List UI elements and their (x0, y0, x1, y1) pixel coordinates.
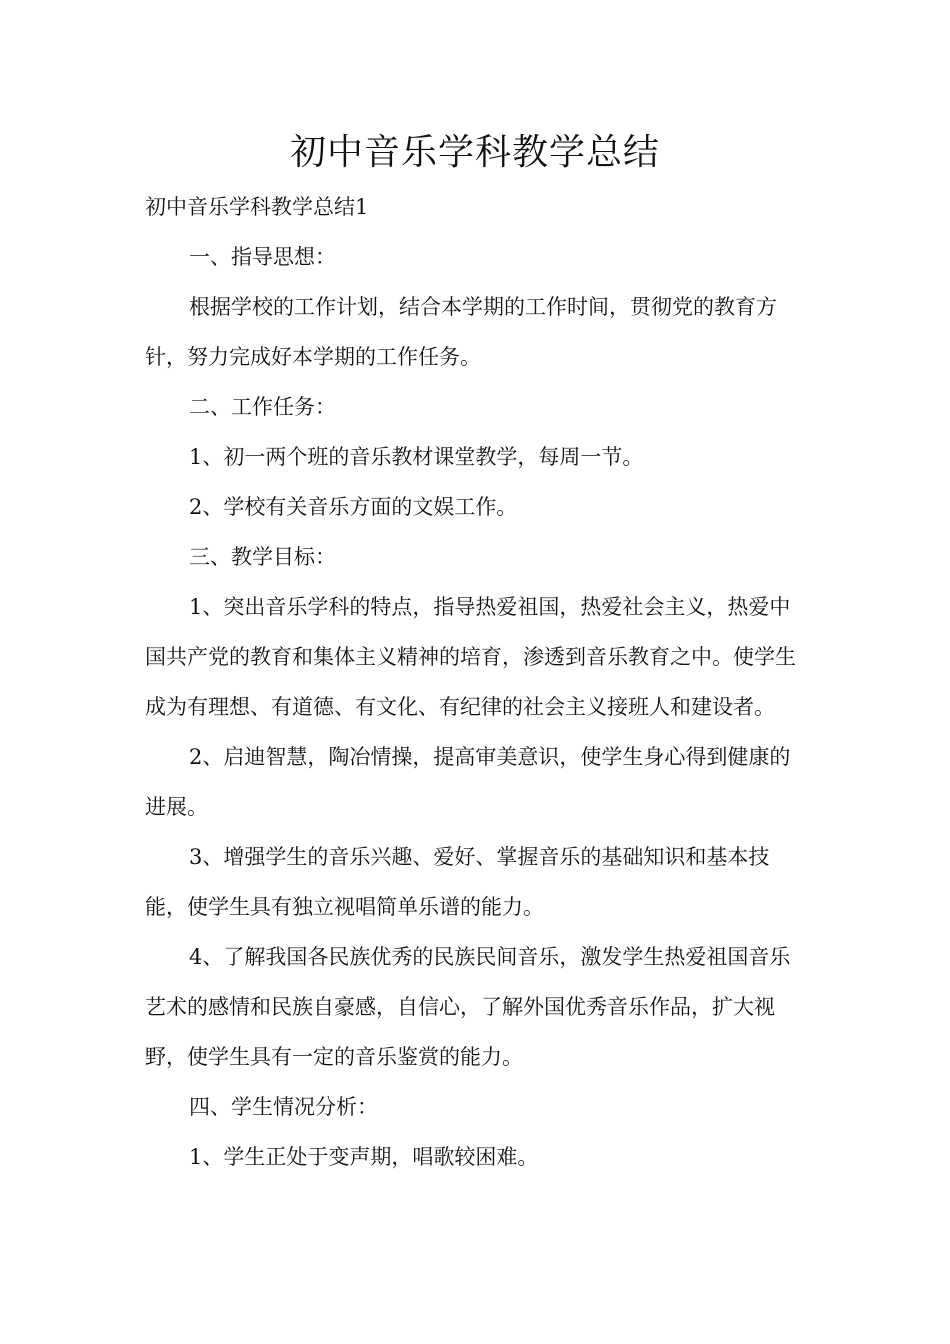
work-task-item-1: 1、初一两个班的音乐教材课堂教学，每周一节。 (189, 445, 644, 469)
teaching-goal-item-3: 3、增强学生的音乐兴趣、爱好、掌握音乐的基础知识和基本技能，使学生具有独立视唱简单乐谱的能力。 (145, 845, 770, 919)
section-heading-guiding-ideology: 一、指导思想： (189, 245, 336, 269)
teaching-goal-item-1: 1、突出音乐学科的特点，指导热爱祖国，热爱社会主义，热爱中国共产党的教育和集体主义精神的培育，渗透到音乐教育之中。使学生成为有理想、有道德、有文化、有纪律的社会主义接班人和建设者。 (145, 595, 796, 719)
teaching-goal-item-4: 4、了解我国各民族优秀的民族民间音乐，激发学生热爱祖国音乐艺术的感情和民族自豪感，自信心，了解外国优秀音乐作品，扩大视野，使学生具有一定的音乐鉴赏的能力。 (145, 945, 791, 1069)
document-title: 初中音乐学科教学总结 (289, 132, 660, 173)
section-heading-student-analysis: 四、学生情况分析： (189, 1095, 378, 1119)
work-task-item-2: 2、学校有关音乐方面的文娱工作。 (189, 495, 518, 519)
paragraph-guiding-ideology: 根据学校的工作计划，结合本学期的工作时间，贯彻党的教育方针，努力完成好本学期的工作任务。 (145, 295, 777, 369)
student-analysis-item-1: 1、学生正处于变声期，唱歌较困难。 (189, 1145, 539, 1169)
document-subtitle: 初中音乐学科教学总结1 (145, 195, 369, 219)
document-body (145, 182, 810, 1182)
section-heading-work-tasks: 二、工作任务： (189, 395, 336, 419)
section-heading-teaching-goals: 三、教学目标： (189, 545, 336, 569)
teaching-goal-item-2: 2、启迪智慧，陶冶情操，提高审美意识，使学生身心得到健康的进展。 (145, 745, 791, 819)
